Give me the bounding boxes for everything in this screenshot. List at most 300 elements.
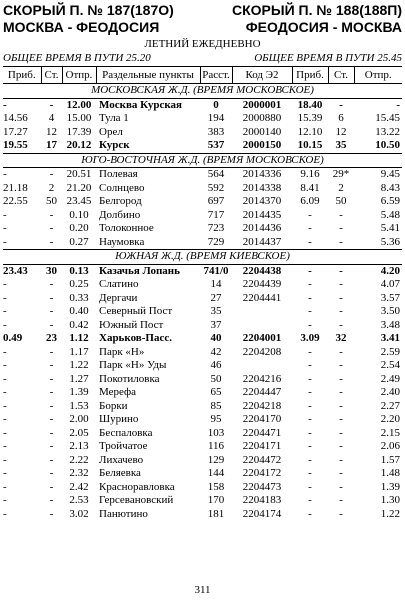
cell-arrival-187: - xyxy=(3,278,7,291)
table-row xyxy=(3,454,402,468)
cell-arrival-188: - xyxy=(308,264,312,277)
cell-stop-187: - xyxy=(49,208,54,221)
cell-stop-188: 50 xyxy=(335,195,347,208)
cell-code: 2204171 xyxy=(242,440,282,453)
col-stop-188: Ст. xyxy=(328,67,354,84)
cell-distance: 85 xyxy=(210,399,222,412)
cell-arrival-187: 22.55 xyxy=(3,195,28,208)
cell-arrival-187: - xyxy=(3,413,7,426)
cell-stop-187: - xyxy=(49,413,54,426)
table-row xyxy=(3,494,402,508)
cell-code: 2000001 xyxy=(242,98,282,111)
cell-arrival-188: - xyxy=(308,453,312,466)
cell-stop-187: - xyxy=(49,98,54,111)
cell-arrival-188: - xyxy=(308,399,312,412)
cell-stop-187: 50 xyxy=(46,195,57,208)
table-row xyxy=(3,112,402,126)
table-row xyxy=(3,209,402,223)
cell-stop-188: - xyxy=(339,453,343,466)
cell-departure-187: 0.42 xyxy=(69,318,89,331)
cell-distance: 46 xyxy=(210,359,222,372)
cell-station: Харьков-Пасс. xyxy=(99,332,172,345)
cell-arrival-187: - xyxy=(3,318,7,331)
cell-stop-188: - xyxy=(339,480,343,493)
cell-departure-187: 0.27 xyxy=(69,235,89,248)
cell-arrival-188: - xyxy=(308,305,312,318)
cell-stop-188: - xyxy=(339,494,343,507)
cell-arrival-188: - xyxy=(308,208,312,221)
cell-code: 2204473 xyxy=(242,480,282,493)
cell-departure-187: 0.13 xyxy=(69,264,89,277)
timetable-header-row xyxy=(3,67,402,84)
cell-arrival-188: 15.39 xyxy=(297,112,323,125)
cell-station: Белгород xyxy=(99,195,142,208)
cell-arrival-187: 21.18 xyxy=(3,181,28,194)
train-188-route: ФЕОДОСИЯ - МОСКВА xyxy=(245,19,402,35)
cell-departure-188: 1.48 xyxy=(380,467,400,480)
table-row xyxy=(3,346,402,360)
cell-arrival-187: - xyxy=(3,386,7,399)
cell-stop-187: - xyxy=(49,305,54,318)
cell-stop-187: - xyxy=(49,359,54,372)
cell-arrival-188: - xyxy=(308,359,312,372)
cell-station: Северный Пост xyxy=(99,305,173,318)
table-row xyxy=(3,481,402,495)
cell-stop-187: - xyxy=(49,453,54,466)
cell-departure-187: 2.32 xyxy=(69,467,89,480)
cell-stop-187: 30 xyxy=(46,264,57,277)
col-code: Код Э2 xyxy=(232,67,292,84)
cell-departure-188: 13.22 xyxy=(375,125,400,138)
cell-distance: 723 xyxy=(207,222,225,235)
cell-code: 2204471 xyxy=(242,426,282,439)
cell-arrival-187: - xyxy=(3,359,7,372)
cell-station: Дергачи xyxy=(99,291,138,304)
cell-departure-188: - xyxy=(396,98,400,111)
railway-section-row xyxy=(3,250,402,265)
cell-departure-187: 2.13 xyxy=(69,440,89,453)
cell-arrival-187: - xyxy=(3,480,7,493)
table-row xyxy=(3,373,402,387)
cell-departure-187: 2.00 xyxy=(69,413,89,426)
cell-station: Толоконное xyxy=(99,222,154,235)
cell-code: 2204447 xyxy=(242,386,282,399)
cell-station: Беспаловка xyxy=(99,426,153,439)
cell-distance: 65 xyxy=(210,386,222,399)
cell-distance: 564 xyxy=(207,168,225,181)
cell-arrival-187: - xyxy=(3,507,7,520)
table-row xyxy=(3,332,402,346)
cell-station: Лихачево xyxy=(99,453,144,466)
cell-departure-188: 1.22 xyxy=(380,507,400,520)
cell-code: 2000150 xyxy=(242,139,282,152)
table-row xyxy=(3,359,402,373)
cell-code: 2204438 xyxy=(242,264,282,277)
cell-distance: 42 xyxy=(210,345,222,358)
cell-distance: 50 xyxy=(210,372,222,385)
cell-station: Шурино xyxy=(99,413,139,426)
cell-stop-187: - xyxy=(49,480,54,493)
table-row xyxy=(3,182,402,196)
cell-station: Москва Курская xyxy=(99,98,182,111)
cell-arrival-187: - xyxy=(3,98,7,111)
cell-code xyxy=(232,359,292,373)
table-row xyxy=(3,222,402,236)
table-row xyxy=(3,195,402,209)
cell-arrival-188: - xyxy=(308,278,312,291)
cell-code: 2204441 xyxy=(242,291,282,304)
cell-distance: 129 xyxy=(207,453,225,466)
table-row xyxy=(3,126,402,140)
cell-arrival-187: - xyxy=(3,208,7,221)
cell-arrival-187: - xyxy=(3,291,7,304)
cell-arrival-188: - xyxy=(308,467,312,480)
cell-station: Беляевка xyxy=(99,467,141,480)
cell-stop-187: - xyxy=(49,507,54,520)
cell-stop-187: - xyxy=(49,494,54,507)
table-row xyxy=(3,278,402,292)
cell-departure-188: 2.59 xyxy=(380,345,400,358)
cell-distance: 729 xyxy=(207,235,225,248)
cell-departure-188: 2.54 xyxy=(380,359,400,372)
cell-stop-188: - xyxy=(339,507,343,520)
cell-stop-188: 2 xyxy=(338,181,344,194)
cell-stop-188: - xyxy=(339,305,343,318)
cell-stop-188: - xyxy=(339,235,343,248)
cell-stop-187: 12 xyxy=(46,125,57,138)
cell-station: Панютино xyxy=(99,507,148,520)
cell-departure-187: 1.22 xyxy=(69,359,89,372)
cell-distance: 144 xyxy=(207,467,225,480)
cell-stop-187: - xyxy=(49,222,54,235)
cell-stop-188: 12 xyxy=(335,125,347,138)
cell-departure-187: 0.20 xyxy=(69,222,89,235)
cell-departure-188: 10.50 xyxy=(375,139,400,152)
cell-departure-187: 2.22 xyxy=(69,453,89,466)
cell-station: Курск xyxy=(99,139,130,152)
cell-departure-188: 3.48 xyxy=(380,318,400,331)
cell-departure-187: 23.45 xyxy=(66,195,92,208)
cell-stop-187: - xyxy=(49,467,54,480)
cell-departure-187: 0.25 xyxy=(69,278,89,291)
cell-stop-188: - xyxy=(339,440,343,453)
table-row xyxy=(3,305,402,319)
cell-departure-187: 21.20 xyxy=(66,181,92,194)
cell-station: Борки xyxy=(99,399,128,412)
cell-departure-188: 2.06 xyxy=(380,440,400,453)
cell-station: Парк «Н» xyxy=(99,345,145,358)
timetable xyxy=(3,66,402,521)
cell-stop-187: 2 xyxy=(48,181,55,194)
col-departure-187: Отпр. xyxy=(62,67,96,84)
table-row xyxy=(3,440,402,454)
cell-stop-188: - xyxy=(339,386,343,399)
cell-distance: 383 xyxy=(207,125,225,138)
cell-code: 2000140 xyxy=(242,125,282,138)
cell-arrival-188: - xyxy=(308,372,312,385)
cell-stop-188: - xyxy=(339,208,343,221)
cell-arrival-187: - xyxy=(3,426,7,439)
cell-distance: 592 xyxy=(207,181,225,194)
cell-departure-188: 3.41 xyxy=(380,332,400,345)
cell-station: Красноpавловка xyxy=(99,480,175,493)
table-row xyxy=(3,139,402,153)
cell-station: Тула 1 xyxy=(99,112,129,125)
cell-code: 2204001 xyxy=(242,332,282,345)
cell-code: 2014436 xyxy=(242,222,282,235)
table-row xyxy=(3,319,402,333)
col-arrival-187: Приб. xyxy=(3,67,41,84)
cell-arrival-188: - xyxy=(308,413,312,426)
cell-stop-188: - xyxy=(339,264,343,277)
cell-arrival-188: 6.09 xyxy=(300,195,320,208)
cell-arrival-188: - xyxy=(308,235,312,248)
cell-distance: 37 xyxy=(210,318,222,331)
cell-stop-187: 23 xyxy=(46,332,57,345)
cell-departure-188: 3.57 xyxy=(380,291,400,304)
cell-departure-187: 0.10 xyxy=(69,208,89,221)
cell-departure-187: 2.05 xyxy=(69,426,89,439)
cell-stop-188: - xyxy=(339,426,343,439)
cell-arrival-188: - xyxy=(308,222,312,235)
cell-stop-187: - xyxy=(49,318,54,331)
cell-arrival-188: - xyxy=(308,318,312,331)
cell-code: 2204208 xyxy=(242,345,282,358)
cell-departure-188: 1.39 xyxy=(380,480,400,493)
cell-stop-188: 35 xyxy=(335,139,347,152)
cell-arrival-187: 17.27 xyxy=(3,125,28,138)
cell-distance: 181 xyxy=(207,507,225,520)
cell-arrival-187: 14.56 xyxy=(3,112,28,125)
cell-distance: 35 xyxy=(210,305,222,318)
cell-departure-188: 5.48 xyxy=(380,208,400,221)
cell-arrival-187: - xyxy=(3,235,7,248)
cell-departure-187: 1.53 xyxy=(69,399,89,412)
cell-station: Полевая xyxy=(99,168,138,181)
cell-stop-187: - xyxy=(49,345,54,358)
cell-stop-188: - xyxy=(339,291,343,304)
railway-section-row xyxy=(3,153,402,168)
cell-stop-188: - xyxy=(339,278,343,291)
table-row xyxy=(3,98,402,112)
cell-code: 2204216 xyxy=(242,372,282,385)
page-header xyxy=(3,2,402,38)
cell-arrival-188: 3.09 xyxy=(300,332,320,345)
cell-station: Слатино xyxy=(99,278,139,291)
cell-distance: 741/0 xyxy=(203,264,229,277)
cell-departure-188: 6.59 xyxy=(380,195,400,208)
cell-arrival-187: 23.43 xyxy=(3,264,28,277)
cell-departure-188: 2.27 xyxy=(380,399,400,412)
cell-station: Солнцево xyxy=(99,181,145,194)
cell-stop-188: - xyxy=(339,222,343,235)
cell-departure-188: 8.43 xyxy=(380,181,400,194)
cell-code: 2204170 xyxy=(242,413,282,426)
cell-arrival-188: 9.16 xyxy=(300,168,320,181)
table-row xyxy=(3,264,402,278)
cell-code: 2204172 xyxy=(242,467,282,480)
cell-arrival-188: - xyxy=(308,386,312,399)
cell-code xyxy=(232,305,292,319)
col-stop-187: Ст. xyxy=(41,67,62,84)
cell-code xyxy=(232,319,292,333)
cell-arrival-188: 10.15 xyxy=(297,139,323,152)
table-row xyxy=(3,413,402,427)
cell-stop-187: - xyxy=(49,168,54,181)
cell-departure-187: 2.42 xyxy=(69,480,89,493)
railway-section-row xyxy=(3,84,402,99)
cell-arrival-187: - xyxy=(3,222,7,235)
cell-stop-188: - xyxy=(339,372,343,385)
table-row xyxy=(3,386,402,400)
cell-departure-188: 2.40 xyxy=(380,386,400,399)
cell-code: 2204174 xyxy=(242,507,282,520)
cell-code: 2204183 xyxy=(242,494,282,507)
cell-code: 2014370 xyxy=(242,195,282,208)
cell-stop-187: 17 xyxy=(46,139,57,152)
cell-stop-187: - xyxy=(49,399,54,412)
cell-distance: 717 xyxy=(207,208,225,221)
table-row xyxy=(3,236,402,250)
railway-section-title: ЮЖНАЯ Ж.Д. (ВРЕМЯ КИЕВСКОЕ) xyxy=(3,250,402,265)
cell-stop-188: - xyxy=(339,413,343,426)
col-arrival-188: Приб. xyxy=(292,67,328,84)
cell-stop-187: - xyxy=(49,372,54,385)
cell-arrival-187: - xyxy=(3,467,7,480)
cell-code: 2014338 xyxy=(242,181,282,194)
cell-stop-187: - xyxy=(49,386,54,399)
cell-departure-187: 1.39 xyxy=(69,386,89,399)
cell-code: 2204218 xyxy=(242,399,282,412)
train-187-title: СКОРЫЙ П. № 187(187О) xyxy=(3,2,174,18)
cell-stop-188: - xyxy=(339,467,343,480)
cell-departure-187: 20.51 xyxy=(66,168,92,181)
cell-departure-188: 15.45 xyxy=(375,112,400,125)
cell-departure-187: 17.39 xyxy=(66,125,92,138)
cell-distance: 27 xyxy=(210,291,222,304)
cell-arrival-187: 0.49 xyxy=(3,332,23,345)
cell-departure-187: 2.53 xyxy=(69,494,89,507)
cell-station: Наумовка xyxy=(99,235,145,248)
cell-distance: 116 xyxy=(207,440,225,453)
cell-station: Южный Пост xyxy=(99,318,164,331)
cell-arrival-188: - xyxy=(308,507,312,520)
cell-station: Парк «Н» Уды xyxy=(99,359,167,372)
cell-stop-188: - xyxy=(339,399,343,412)
col-station: Раздельные пункты xyxy=(96,67,200,84)
cell-station: Орел xyxy=(99,125,123,138)
cell-stop-188: 6 xyxy=(338,112,344,125)
cell-arrival-187: - xyxy=(3,494,7,507)
cell-departure-188: 9.45 xyxy=(380,168,400,181)
cell-station: Герсевановский xyxy=(99,494,174,507)
train-188-title: СКОРЫЙ П. № 188(188П) xyxy=(232,2,402,18)
cell-departure-188: 2.15 xyxy=(380,426,400,439)
cell-departure-187: 12.00 xyxy=(66,98,92,111)
cell-distance: 194 xyxy=(207,112,225,125)
cell-arrival-187: - xyxy=(3,453,7,466)
table-row xyxy=(3,292,402,306)
cell-departure-187: 0.33 xyxy=(69,291,89,304)
total-time-187: ОБЩЕЕ ВРЕМЯ В ПУТИ 25.20 xyxy=(3,52,151,64)
cell-departure-187: 1.17 xyxy=(69,345,89,358)
cell-code: 2204439 xyxy=(242,278,282,291)
cell-distance: 170 xyxy=(207,494,225,507)
cell-stop-187: - xyxy=(49,235,54,248)
table-row xyxy=(3,467,402,481)
cell-stop-188: - xyxy=(339,318,343,331)
cell-code: 2014437 xyxy=(242,235,282,248)
cell-distance: 537 xyxy=(207,139,225,152)
cell-stop-187: - xyxy=(49,426,54,439)
cell-distance: 158 xyxy=(207,480,225,493)
cell-departure-188: 3.50 xyxy=(380,305,400,318)
cell-departure-187: 15.00 xyxy=(66,112,92,125)
cell-station: Покотиловка xyxy=(99,372,160,385)
col-distance: Расст. xyxy=(200,67,232,84)
cell-stop-187: - xyxy=(49,291,54,304)
cell-arrival-188: - xyxy=(308,291,312,304)
cell-departure-188: 2.20 xyxy=(380,413,400,426)
cell-arrival-187: - xyxy=(3,168,7,181)
cell-distance: 14 xyxy=(210,278,222,291)
cell-stop-188: - xyxy=(339,359,343,372)
table-row xyxy=(3,427,402,441)
cell-departure-187: 1.27 xyxy=(69,372,89,385)
cell-stop-188: - xyxy=(339,345,343,358)
train-187-route: МОСКВА - ФЕОДОСИЯ xyxy=(3,19,160,35)
cell-arrival-188: - xyxy=(308,345,312,358)
cell-stop-187: - xyxy=(49,440,54,453)
cell-arrival-187: - xyxy=(3,305,7,318)
cell-departure-188: 2.49 xyxy=(380,372,400,385)
cell-departure-188: 5.41 xyxy=(380,222,400,235)
cell-arrival-187: 19.55 xyxy=(3,139,28,152)
cell-departure-187: 20.12 xyxy=(66,139,92,152)
train-187-header xyxy=(3,2,174,36)
cell-arrival-188: - xyxy=(308,440,312,453)
cell-distance: 697 xyxy=(207,195,225,208)
cell-distance: 40 xyxy=(210,332,222,345)
cell-arrival-188: 18.40 xyxy=(297,98,323,111)
cell-station: Тройчатое xyxy=(99,440,148,453)
cell-distance: 0 xyxy=(213,98,219,111)
cell-departure-187: 1.12 xyxy=(69,332,89,345)
table-row xyxy=(3,508,402,522)
cell-departure-188: 1.57 xyxy=(380,453,400,466)
cell-code: 2204472 xyxy=(242,453,282,466)
railway-section-title: ЮГО-ВОСТОЧНАЯ Ж.Д. (ВРЕМЯ МОСКОВСКОЕ) xyxy=(3,153,402,168)
cell-station: Казачья Лопань xyxy=(99,264,180,277)
cell-station: Мерефа xyxy=(99,386,137,399)
cell-stop-188: 32 xyxy=(335,332,347,345)
total-time-188: ОБЩЕЕ ВРЕМЯ В ПУТИ 25.45 xyxy=(254,52,402,64)
table-row xyxy=(3,400,402,414)
cell-arrival-187: - xyxy=(3,399,7,412)
cell-stop-187: 4 xyxy=(48,112,55,125)
cell-arrival-187: - xyxy=(3,372,7,385)
cell-stop-188: - xyxy=(339,98,343,111)
page-number: 311 xyxy=(194,584,211,596)
cell-departure-188: 5.36 xyxy=(380,235,400,248)
train-188-header xyxy=(232,2,402,36)
schedule-note: ЛЕТНИЙ ЕЖЕДНЕВНО xyxy=(144,38,261,50)
cell-arrival-188: 8.41 xyxy=(300,181,320,194)
cell-distance: 103 xyxy=(207,426,225,439)
col-departure-188: Отпр. xyxy=(354,67,402,84)
cell-station: Долбино xyxy=(99,208,141,221)
cell-departure-188: 1.30 xyxy=(380,494,400,507)
